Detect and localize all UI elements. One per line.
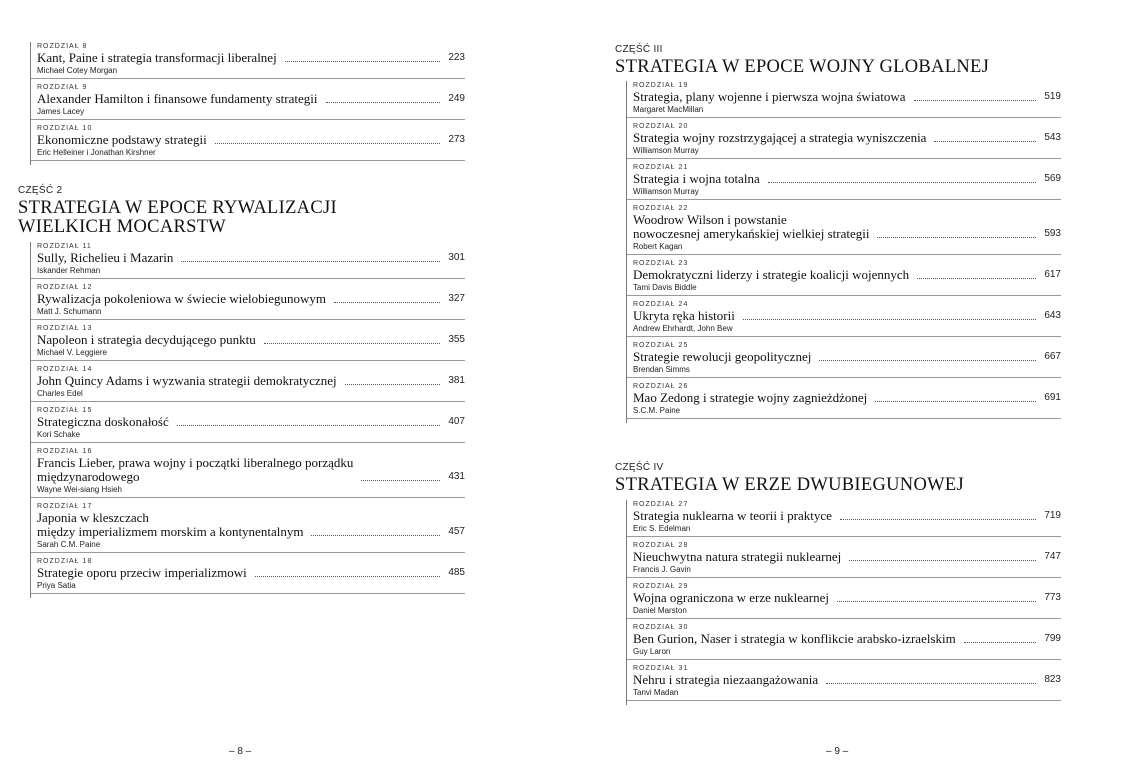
entries-continued bbox=[30, 42, 465, 165]
part-label: CZĘŚĆ III bbox=[615, 44, 663, 55]
chapter-label: ROZDZIAŁ 22 bbox=[633, 205, 689, 212]
chapter-label: ROZDZIAŁ 21 bbox=[633, 164, 689, 171]
page-number: 617 bbox=[1044, 269, 1061, 280]
chapter-title bbox=[633, 213, 869, 241]
dot-leader bbox=[964, 642, 1037, 643]
chapter-title bbox=[633, 391, 867, 405]
part-3-heading bbox=[615, 44, 989, 77]
page-number: 823 bbox=[1044, 674, 1061, 685]
chapter-title-row bbox=[633, 509, 1061, 523]
chapter-title-row bbox=[37, 133, 465, 147]
page-number-right: – 9 – bbox=[826, 746, 849, 757]
dot-leader bbox=[255, 576, 441, 577]
page-number: 719 bbox=[1044, 510, 1061, 521]
chapter-label: ROZDZIAŁ 14 bbox=[37, 366, 93, 373]
dot-leader bbox=[819, 360, 1036, 361]
dot-leader bbox=[914, 100, 1037, 101]
page-number: 223 bbox=[448, 52, 465, 63]
chapter-author: Robert Kagan bbox=[633, 242, 683, 251]
chapter-author: Williamson Murray bbox=[633, 187, 699, 196]
dot-leader bbox=[264, 343, 441, 344]
chapter-label: ROZDZIAŁ 16 bbox=[37, 448, 93, 455]
dot-leader bbox=[743, 319, 1037, 320]
part-title-line: WIELKICH MOCARSTW bbox=[18, 217, 227, 237]
dot-leader bbox=[875, 401, 1036, 402]
chapter-author: Williamson Murray bbox=[633, 146, 699, 155]
chapter-title-line: Demokratyczni liderzy i strategie koalicji wojennych bbox=[633, 267, 910, 282]
toc-entry bbox=[31, 283, 465, 320]
part-title bbox=[615, 476, 964, 495]
chapter-title-row bbox=[37, 51, 465, 65]
chapter-author: Matt J. Schumann bbox=[37, 307, 102, 316]
chapter-title-row bbox=[633, 550, 1061, 564]
chapter-title-line: Ekonomiczne podstawy strategii bbox=[37, 132, 207, 147]
chapter-title-line: John Quincy Adams i wyzwania strategii demokratycznej bbox=[37, 373, 337, 388]
chapter-title bbox=[633, 673, 818, 687]
chapter-title bbox=[633, 550, 841, 564]
chapter-title bbox=[37, 92, 318, 106]
toc-entry bbox=[627, 582, 1061, 619]
chapter-title-row bbox=[633, 350, 1061, 364]
page-number: 773 bbox=[1044, 592, 1061, 603]
chapter-label: ROZDZIAŁ 15 bbox=[37, 407, 93, 414]
toc-entry bbox=[31, 365, 465, 402]
chapter-title-row bbox=[37, 251, 465, 265]
chapter-label: ROZDZIAŁ 30 bbox=[633, 624, 689, 631]
part-title-line: STRATEGIA W EPOCE RYWALIZACJI bbox=[18, 198, 337, 218]
chapter-label: ROZDZIAŁ 23 bbox=[633, 260, 689, 267]
page-number-left: – 8 – bbox=[229, 746, 252, 757]
chapter-title-row bbox=[37, 566, 465, 580]
chapter-author: Priya Satia bbox=[37, 581, 76, 590]
part-2-heading bbox=[18, 185, 337, 237]
chapter-author: Tanvi Madan bbox=[633, 688, 679, 697]
chapter-label: ROZDZIAŁ 29 bbox=[633, 583, 689, 590]
chapter-title-row bbox=[633, 213, 1061, 241]
page-number: 249 bbox=[448, 93, 465, 104]
dot-leader bbox=[345, 384, 441, 385]
chapter-title-line: Sully, Richelieu i Mazarin bbox=[37, 250, 174, 265]
toc-entry bbox=[31, 447, 465, 498]
part-label: CZĘŚĆ 2 bbox=[18, 185, 63, 196]
chapter-author: Michael V. Leggiere bbox=[37, 348, 107, 357]
chapter-author: Michael Cotey Morgan bbox=[37, 66, 118, 75]
dot-leader bbox=[837, 601, 1036, 602]
chapter-title-line: międzynarodowego bbox=[37, 469, 140, 484]
toc-entry bbox=[627, 163, 1061, 200]
chapter-title bbox=[37, 511, 303, 539]
toc-entry bbox=[627, 259, 1061, 296]
chapter-title-row bbox=[37, 292, 465, 306]
page-number: 457 bbox=[448, 526, 465, 537]
chapter-title bbox=[37, 456, 353, 484]
page-number: 381 bbox=[448, 375, 465, 386]
chapter-title-line: Japonia w kleszczach bbox=[37, 510, 149, 525]
chapter-label: ROZDZIAŁ 28 bbox=[633, 542, 689, 549]
toc-entry bbox=[31, 502, 465, 553]
chapter-title-row bbox=[633, 309, 1061, 323]
chapter-title bbox=[633, 350, 811, 364]
chapter-author: Kori Schake bbox=[37, 430, 81, 439]
toc-entry bbox=[627, 122, 1061, 159]
toc-entry bbox=[31, 124, 465, 161]
page-number: 569 bbox=[1044, 173, 1061, 184]
dot-leader bbox=[334, 302, 440, 303]
page-number: 485 bbox=[448, 567, 465, 578]
chapter-title-line: Nieuchwytna natura strategii nuklearnej bbox=[633, 549, 842, 564]
entries-part-4 bbox=[626, 500, 1061, 705]
chapter-author: Wayne Wei-siang Hsieh bbox=[37, 485, 122, 494]
chapter-title-row bbox=[633, 673, 1061, 687]
chapter-title bbox=[633, 268, 909, 282]
chapter-author: Tami Davis Biddle bbox=[633, 283, 697, 292]
chapter-author: Francis J. Gavin bbox=[633, 565, 691, 574]
chapter-title-line: Nehru i strategia niezaangażowania bbox=[633, 672, 819, 687]
dot-leader bbox=[361, 480, 440, 481]
chapter-label: ROZDZIAŁ 17 bbox=[37, 503, 93, 510]
right-page bbox=[563, 0, 1126, 773]
toc-entry bbox=[627, 382, 1061, 419]
page-number: 747 bbox=[1044, 551, 1061, 562]
chapter-title-line: Strategia i wojna totalna bbox=[633, 171, 760, 186]
chapter-title bbox=[37, 333, 256, 347]
toc-entry bbox=[627, 623, 1061, 660]
toc-entry bbox=[627, 341, 1061, 378]
chapter-title-row bbox=[633, 131, 1061, 145]
chapter-title bbox=[37, 415, 169, 429]
chapter-title-row bbox=[37, 92, 465, 106]
toc-entry bbox=[31, 242, 465, 279]
chapter-title bbox=[37, 566, 247, 580]
chapter-title bbox=[633, 90, 906, 104]
chapter-title bbox=[37, 251, 173, 265]
page-number: 519 bbox=[1044, 91, 1061, 102]
chapter-title-line: Wojna ograniczona w erze nuklearnej bbox=[633, 590, 830, 605]
dot-leader bbox=[826, 683, 1036, 684]
toc-entry bbox=[31, 83, 465, 120]
chapter-title-row bbox=[633, 90, 1061, 104]
chapter-title-line: Mao Zedong i strategie wojny zagnieżdżonej bbox=[633, 390, 868, 405]
page-number: 327 bbox=[448, 293, 465, 304]
dot-leader bbox=[311, 535, 440, 536]
chapter-author: Iskander Rehman bbox=[37, 266, 101, 275]
chapter-author: James Lacey bbox=[37, 107, 85, 116]
chapter-title-line: Alexander Hamilton i finansowe fundamenty strategii bbox=[37, 91, 318, 106]
toc-entry bbox=[627, 541, 1061, 578]
toc-entry bbox=[627, 664, 1061, 701]
chapter-label: ROZDZIAŁ 24 bbox=[633, 301, 689, 308]
entries-part-3 bbox=[626, 81, 1061, 423]
chapter-title bbox=[37, 292, 326, 306]
chapter-author: Margaret MacMillan bbox=[633, 105, 704, 114]
chapter-title bbox=[633, 632, 956, 646]
part-title bbox=[615, 58, 989, 77]
chapter-title-row bbox=[37, 511, 465, 539]
toc-entry bbox=[627, 500, 1061, 537]
toc-entry bbox=[627, 81, 1061, 118]
chapter-title-line: Strategia wojny rozstrzygającej a strategia wyniszczenia bbox=[633, 130, 927, 145]
dot-leader bbox=[177, 425, 441, 426]
chapter-author: Brendan Simms bbox=[633, 365, 690, 374]
toc-entry bbox=[31, 324, 465, 361]
chapter-title-line: Rywalizacja pokoleniowa w świecie wielobiegunowym bbox=[37, 291, 327, 306]
chapter-label: ROZDZIAŁ 31 bbox=[633, 665, 689, 672]
chapter-title bbox=[633, 591, 829, 605]
dot-leader bbox=[917, 278, 1036, 279]
toc-entry bbox=[31, 406, 465, 443]
chapter-author: Eric S. Edelman bbox=[633, 524, 691, 533]
part-4-heading bbox=[615, 462, 964, 495]
chapter-label: ROZDZIAŁ 27 bbox=[633, 501, 689, 508]
chapter-author: Sarah C.M. Paine bbox=[37, 540, 101, 549]
chapter-label: ROZDZIAŁ 20 bbox=[633, 123, 689, 130]
page-number: 643 bbox=[1044, 310, 1061, 321]
chapter-title-row bbox=[37, 333, 465, 347]
toc-entry bbox=[627, 300, 1061, 337]
dot-leader bbox=[877, 237, 1036, 238]
dot-leader bbox=[768, 182, 1037, 183]
chapter-title bbox=[37, 133, 207, 147]
chapter-title-row bbox=[37, 415, 465, 429]
chapter-title-line: Kant, Paine i strategia transformacji liberalnej bbox=[37, 50, 277, 65]
chapter-title-line: Woodrow Wilson i powstanie bbox=[633, 212, 787, 227]
dot-leader bbox=[840, 519, 1036, 520]
page-number: 355 bbox=[448, 334, 465, 345]
chapter-title-line: Napoleon i strategia decydującego punktu bbox=[37, 332, 256, 347]
chapter-title bbox=[633, 172, 760, 186]
chapter-author: Eric Helleiner i Jonathan Kirshner bbox=[37, 148, 156, 157]
chapter-title-row bbox=[633, 268, 1061, 282]
dot-leader bbox=[849, 560, 1036, 561]
chapter-label: ROZDZIAŁ 19 bbox=[633, 82, 689, 89]
page-number: 691 bbox=[1044, 392, 1061, 403]
chapter-title-line: Strategia, plany wojenne i pierwsza wojna światowa bbox=[633, 89, 906, 104]
page-number: 543 bbox=[1044, 132, 1061, 143]
part-title bbox=[18, 199, 337, 237]
page-number: 301 bbox=[448, 252, 465, 263]
chapter-title-line: Strategie rewolucji geopolitycznej bbox=[633, 349, 812, 364]
chapter-title-row bbox=[633, 591, 1061, 605]
chapter-author: S.C.M. Paine bbox=[633, 406, 681, 415]
chapter-title-line: Strategiczna doskonałość bbox=[37, 414, 169, 429]
page-number: 667 bbox=[1044, 351, 1061, 362]
chapter-title-row bbox=[633, 391, 1061, 405]
dot-leader bbox=[215, 143, 441, 144]
toc-entry bbox=[627, 204, 1061, 255]
chapter-title bbox=[633, 131, 926, 145]
chapter-title-row bbox=[633, 632, 1061, 646]
chapter-label: ROZDZIAŁ 10 bbox=[37, 125, 93, 132]
chapter-label: ROZDZIAŁ 18 bbox=[37, 558, 93, 565]
chapter-title-line: nowoczesnej amerykańskiej wielkiej strategii bbox=[633, 226, 870, 241]
chapter-title-row bbox=[633, 172, 1061, 186]
chapter-title-line: Francis Lieber, prawa wojny i początki liberalnego porządku bbox=[37, 455, 354, 470]
toc-entry bbox=[31, 42, 465, 79]
chapter-title-row bbox=[37, 456, 465, 484]
dot-leader bbox=[181, 261, 440, 262]
dot-leader bbox=[326, 102, 441, 103]
chapter-label: ROZDZIAŁ 13 bbox=[37, 325, 93, 332]
chapter-title bbox=[633, 309, 735, 323]
chapter-title-line: Strategie oporu przeciw imperializmowi bbox=[37, 565, 247, 580]
dot-leader bbox=[285, 61, 441, 62]
chapter-title-line: Strategia nuklearna w teorii i praktyce bbox=[633, 508, 832, 523]
toc-entry bbox=[31, 557, 465, 594]
entries-part-2 bbox=[30, 242, 465, 598]
page-number: 431 bbox=[448, 471, 465, 482]
chapter-title-line: Ben Gurion, Naser i strategia w konflikcie arabsko-izraelskim bbox=[633, 631, 956, 646]
chapter-label: ROZDZIAŁ 25 bbox=[633, 342, 689, 349]
page-number: 799 bbox=[1044, 633, 1061, 644]
chapter-label: ROZDZIAŁ 11 bbox=[37, 243, 92, 250]
chapter-title-line: między imperializmem morskim a kontynentalnym bbox=[37, 524, 304, 539]
chapter-label: ROZDZIAŁ 8 bbox=[37, 43, 88, 50]
chapter-title bbox=[37, 51, 277, 65]
dot-leader bbox=[934, 141, 1036, 142]
page-number: 273 bbox=[448, 134, 465, 145]
chapter-title-row bbox=[37, 374, 465, 388]
chapter-author: Andrew Ehrhardt, John Bew bbox=[633, 324, 733, 333]
chapter-author: Charles Edel bbox=[37, 389, 83, 398]
chapter-label: ROZDZIAŁ 9 bbox=[37, 84, 88, 91]
chapter-author: Guy Laron bbox=[633, 647, 671, 656]
page-number: 407 bbox=[448, 416, 465, 427]
part-title-line: STRATEGIA W EPOCE WOJNY GLOBALNEJ bbox=[615, 57, 990, 77]
chapter-title-line: Ukryta ręka historii bbox=[633, 308, 735, 323]
part-label: CZĘŚĆ IV bbox=[615, 462, 664, 473]
chapter-author: Daniel Marston bbox=[633, 606, 687, 615]
chapter-title bbox=[37, 374, 337, 388]
page-number: 593 bbox=[1044, 228, 1061, 239]
chapter-title bbox=[633, 509, 832, 523]
chapter-label: ROZDZIAŁ 26 bbox=[633, 383, 689, 390]
part-title-line: STRATEGIA W ERZE DWUBIEGUNOWEJ bbox=[615, 475, 964, 495]
chapter-label: ROZDZIAŁ 12 bbox=[37, 284, 93, 291]
